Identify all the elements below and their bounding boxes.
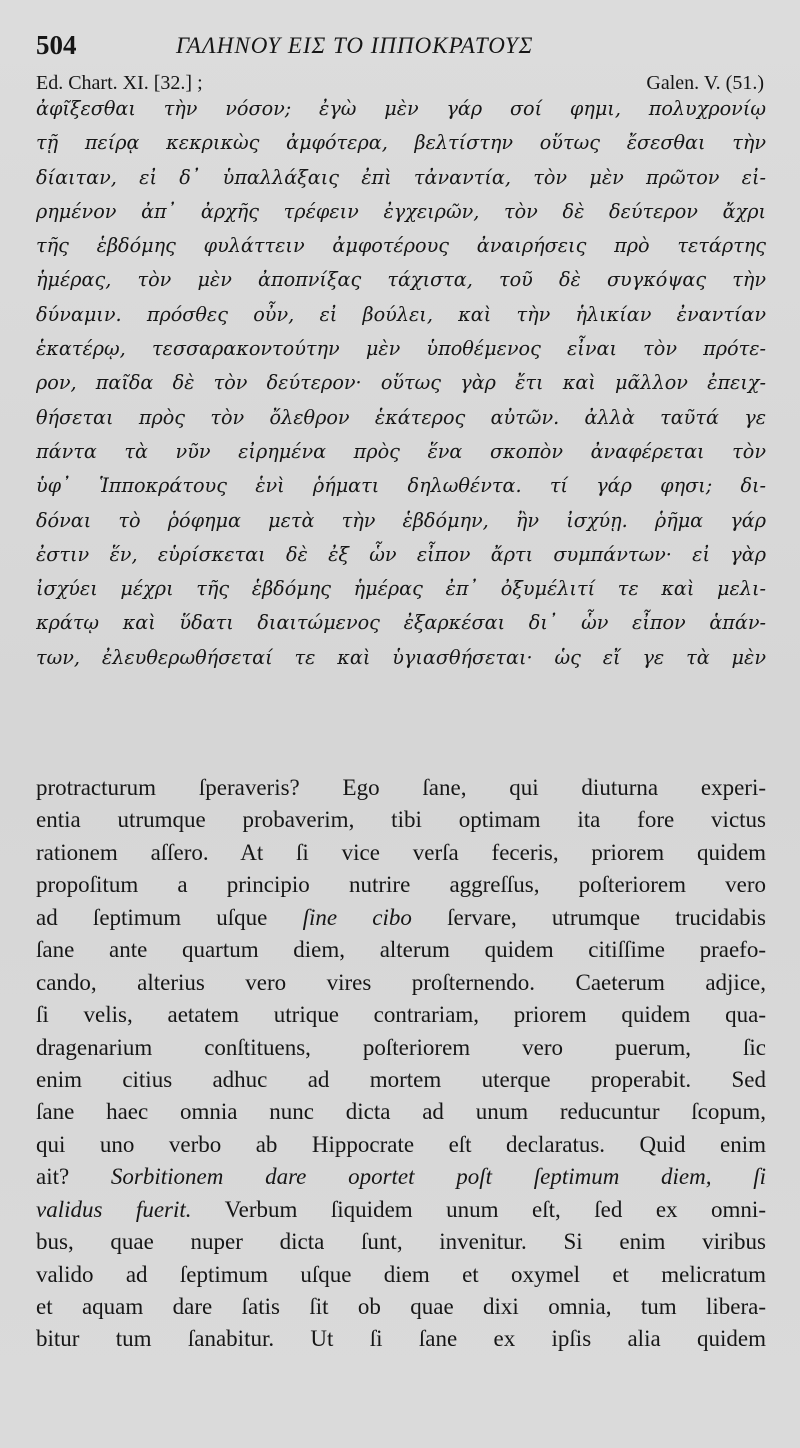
page-number: 504 — [36, 30, 77, 60]
text-segment: entia utrumque probaverim, tibi optimam ita fore victus — [36, 807, 766, 833]
text-segment: bitur tum ſanabitur. Ut ſi ſane ex ipſis alia quidem — [36, 1326, 766, 1352]
greek-text-line: των, ἐλευθερωθήσεταί τε καὶ ὑγιασθήσεται· ὡς εἴ γε τὰ μὲν — [36, 645, 766, 669]
text-segment: bus, quae nuper dicta ſunt, invenitur. Si enim viribus — [36, 1229, 766, 1255]
latin-text-line — [36, 1161, 766, 1193]
text-segment: propoſitum a principio nutrire aggreſſus, poſteriorem vero — [36, 872, 766, 898]
greek-text-line: ἀφῖξεσθαι τὴν νόσον; ἐγὼ μὲν γάρ σοί φημι, πολυχρονίῳ — [36, 97, 766, 120]
greek-text-line: ρημένον ἀπ᾽ ἀρχῆς τρέφειν ἐγχειρῶν, τὸν δὲ δεύτερον ἄχρι — [36, 199, 766, 223]
italic-quotation: validus fuerit. — [36, 1196, 192, 1222]
greek-text-line: πάντα τὰ νῦν εἰρημένα πρὸς ἕνα σκοπὸν ἀναφέρεται τὸν — [36, 439, 766, 463]
latin-text-line — [36, 1226, 766, 1258]
greek-text-line: ὑφ᾽ Ἱπποκράτους ἑνὶ ῥήματι δηλωθέντα. τί γάρ φησι; δι- — [36, 474, 766, 498]
text-segment: ſi velis, aetatem utrique contrariam, priorem quidem qua- — [36, 1002, 766, 1028]
latin-text-line — [36, 1064, 766, 1096]
latin-text-line — [36, 772, 766, 804]
latin-text-line — [36, 967, 766, 999]
latin-text-line — [36, 869, 766, 901]
text-segment: ſane ante quartum diem, alterum quidem citiſſime praefo- — [36, 937, 766, 963]
text-segment: valido ad ſeptimum uſque diem et oxymel et melicratum — [36, 1261, 766, 1287]
greek-text-line: θήσεται πρὸς τὸν ὄλεθρον ἑκάτερος αὐτῶν. ἀλλὰ ταῦτά γε — [36, 405, 766, 429]
text-segment: et aquam dare ſatis ſit ob quae dixi omnia, tum libera- — [36, 1294, 766, 1319]
greek-text-line: δίαιταν, εἰ δ᾽ ὑπαλλάξαις ἐπὶ τἀναντία, τὸν μὲν πρῶτον εἰ- — [36, 165, 766, 189]
greek-text-block — [36, 92, 766, 675]
text-segment: ſane haec omnia nunc dicta ad unum reducuntur ſcopum, — [36, 1099, 766, 1125]
edition-reference-right: Galen. V. (51.) — [646, 72, 764, 94]
italic-quotation: Sorbitionem dare oportet poſt ſeptimum diem, ſi — [110, 1164, 766, 1190]
greek-text-line: τῆς ἑβδόμης φυλάττειν ἀμφοτέρους ἀναιρήσεις πρὸ τετάρτης — [36, 234, 766, 258]
running-title: ΓΑΛΗΝΟΥ ΕΙΣ ΤΟ ΙΠΠΟΚΡΑΤΟΥΣ — [176, 33, 534, 58]
text-segment: protracturum ſperaveris? Ego ſane, qui diuturna experi- — [36, 775, 766, 800]
latin-text-line — [36, 1194, 766, 1226]
text-segment: ſervare, utrumque trucidabis — [411, 904, 766, 930]
latin-text-line — [36, 1129, 766, 1161]
italic-quotation: ſine cibo — [302, 904, 412, 930]
latin-text-line — [36, 1291, 766, 1323]
show-through-text — [180, 702, 740, 722]
greek-text-line: ἡμέρας, τὸν μὲν ἀποπνίξας τάχιστα, τοῦ δὲ συγκόψας τὴν — [36, 268, 766, 292]
latin-text-line — [36, 1096, 766, 1128]
text-segment: dragenarium conſtituens, poſteriorem vero puerum, ſic — [36, 1034, 766, 1060]
text-segment: cando, alterius vero vires proſternendo. Caeterum adjice, — [36, 969, 766, 995]
text-segment: Verbum ſiquidem unum eſt, ſed ex omni- — [191, 1196, 766, 1222]
greek-text-line: δύναμιν. πρόσθες οὖν, εἰ βούλει, καὶ τὴν ἡλικίαν ἐναντίαν — [36, 302, 766, 326]
greek-text-line: ἑκατέρῳ, τεσσαρακοντούτην μὲν ὑποθέμενος εἶναι τὸν πρότε- — [36, 337, 766, 361]
latin-text-line — [36, 837, 766, 869]
latin-text-line — [36, 804, 766, 836]
latin-text-line — [36, 1032, 766, 1064]
text-segment: enim citius adhuc ad mortem uterque properabit. Sed — [36, 1066, 766, 1092]
latin-text-line — [36, 1323, 766, 1355]
latin-text-line — [36, 934, 766, 966]
text-segment: rationem aſſero. At ſi vice verſa feceris, priorem quidem — [36, 839, 766, 865]
latin-text-line — [36, 1259, 766, 1291]
latin-text-block — [36, 772, 766, 1356]
latin-text-line — [36, 902, 766, 934]
greek-text-line: δόναι τὸ ῥόφημα μετὰ τὴν ἑβδόμην, ἢν ἰσχύῃ. ῥῆμα γάρ — [36, 508, 766, 532]
latin-text-line — [36, 999, 766, 1031]
text-segment: ad ſeptimum uſque — [36, 904, 303, 930]
greek-text-line: ρον, παῖδα δὲ τὸν δεύτερον· οὕτως γὰρ ἔτι καὶ μᾶλλον ἐπειχ- — [36, 371, 766, 395]
greek-text-line: ἐστιν ἕν, εὑρίσκεται δὲ ἐξ ὧν εἶπον ἄρτι συμπάντων· εἰ γὰρ — [36, 542, 766, 566]
greek-text-line: τῇ πείρᾳ κεκρικὼς ἀμφότερα, βελτίστην οὕτως ἔσεσθαι τὴν — [36, 131, 766, 155]
greek-text-line: ἰσχύει μέχρι τῆς ἑβδόμης ἡμέρας ἐπ᾽ ὀξυμέλιτί τε καὶ μελι- — [36, 577, 766, 601]
text-segment: ait? — [36, 1164, 111, 1190]
greek-text-line: κράτῳ καὶ ὕδατι διαιτώμενος ἐξαρκέσαι δι᾽ ὧν εἶπον ἁπάν- — [36, 611, 766, 635]
edition-reference-left: Ed. Chart. XI. [32.] ; — [36, 72, 203, 94]
text-segment: qui uno verbo ab Hippocrate eſt declaratus. Quid enim — [36, 1131, 766, 1157]
page-header — [36, 30, 766, 64]
